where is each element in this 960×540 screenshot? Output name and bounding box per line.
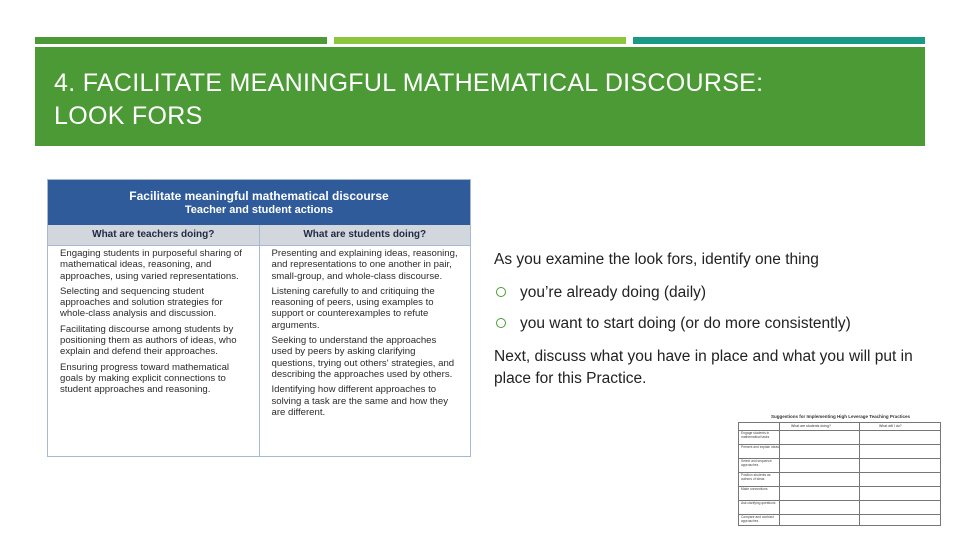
teacher-item: Ensuring progress toward mathematical goals by making explicit connections to student approaches and reasoning. xyxy=(60,361,230,396)
reference-table-image xyxy=(47,179,471,457)
worksheet-row-label: Ask clarifying questions xyxy=(741,501,776,505)
worksheet-grid-line xyxy=(779,423,780,525)
teacher-item: Engaging students in purposeful sharing of mathematical ideas, reasoning, and approaches, using varied representations. xyxy=(60,248,242,282)
worksheet-col-header: What are students doing? xyxy=(791,424,831,428)
title-banner xyxy=(35,47,925,146)
reference-table-body xyxy=(48,246,470,457)
circle-bullet-icon xyxy=(496,287,506,297)
teacher-item: Facilitating discourse among students by positioning them as authors of ideas, who explain and defend their approaches. xyxy=(60,323,237,358)
student-item: Identifying how different approaches to solving a task are the same and how they are different. xyxy=(271,384,449,418)
next-steps-text: Next, discuss what you have in place and what you will put in place for this Practice. xyxy=(494,348,913,387)
students-column-header: What are students doing? xyxy=(259,225,471,245)
teachers-column-header: What are teachers doing? xyxy=(92,229,215,240)
slide-title xyxy=(54,67,914,133)
reference-table-subtitle: Teacher and student actions xyxy=(184,204,334,216)
bullet-text: you’re already doing (daily) xyxy=(520,284,707,301)
circle-bullet-icon xyxy=(496,318,506,328)
examine-prompt: As you examine the look fors, identify one thing xyxy=(494,251,819,268)
bullet-text: you want to start doing (or do more consistently) xyxy=(520,315,851,332)
student-item: Presenting and explaining ideas, reasoning, and representations to one another in pair, small-group, and whole-class discourse. xyxy=(271,248,458,282)
worksheet-thumbnail xyxy=(738,413,941,526)
worksheet-row-label: Engage students in mathematical tasks xyxy=(741,431,770,439)
slide-title-line1: 4. FACILITATE MEANINGFUL MATHEMATICAL DISCOURSE: xyxy=(54,69,764,97)
worksheet-row-label: Compare and contrast approaches xyxy=(741,515,774,523)
worksheet-row-label: Present and explain ideas xyxy=(741,445,779,449)
worksheet-row-label: Make connections xyxy=(741,487,768,491)
reference-table-header xyxy=(48,180,470,225)
accent-stripe-1 xyxy=(35,37,327,44)
worksheet-grid-line xyxy=(859,423,860,525)
teacher-item: Selecting and sequencing student approaches and solution strategies for whole-class analysis and discussion. xyxy=(60,285,223,320)
worksheet-thumbnail-grid xyxy=(738,422,941,526)
student-item: Listening carefully to and critiquing the reasoning of peers, using examples to support or counterexamples to refute arguments. xyxy=(271,285,435,331)
accent-stripe-2 xyxy=(334,37,626,44)
worksheet-thumbnail-title: Suggestions for Implementing High Leverage Teaching Practices xyxy=(771,414,910,419)
bullet-item xyxy=(496,283,851,314)
look-for-bullet-list xyxy=(496,283,851,345)
teachers-cell xyxy=(48,246,259,457)
accent-stripe-3 xyxy=(633,37,925,44)
worksheet-row-label: Select and sequence approaches xyxy=(741,459,772,467)
bullet-item xyxy=(496,314,851,345)
student-item: Seeking to understand the approaches used by peers by asking clarifying questions, trying out others' strategies, and describing the approaches used by others. xyxy=(271,335,455,380)
reference-table-title: Facilitate meaningful mathematical discourse xyxy=(129,189,389,203)
students-cell xyxy=(259,246,471,457)
reference-table-column-headers xyxy=(48,225,470,246)
worksheet-col-header: What will I do? xyxy=(879,424,902,428)
worksheet-row-label: Position students as authors of ideas xyxy=(741,473,771,481)
slide-title-line2: LOOK FORS xyxy=(54,102,203,130)
